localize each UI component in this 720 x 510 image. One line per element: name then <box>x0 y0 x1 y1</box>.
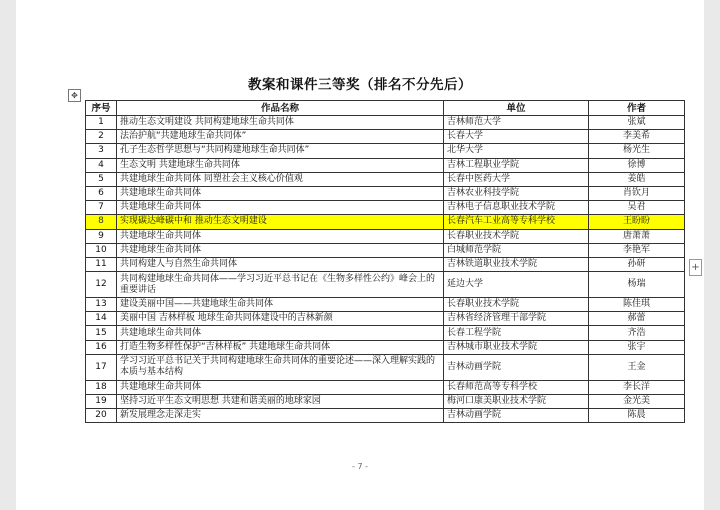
table-row <box>86 215 685 229</box>
table-row <box>86 116 685 130</box>
cell-author: 郝蕾 <box>589 312 685 326</box>
cell-author: 肖钦月 <box>589 186 685 200</box>
cell-unit: 吉林省经济管理干部学院 <box>444 312 589 326</box>
cell-work: 学习习近平总书记关于共同构建地球生命共同体的重要论述——深入理解实践的本质与基本结构 <box>117 354 444 380</box>
table-row <box>86 409 685 423</box>
cell-work: 新发展理念走深走实 <box>117 409 444 423</box>
cell-num: 20 <box>86 409 117 423</box>
cell-num: 9 <box>86 229 117 243</box>
cell-work: 共同构建地球生命共同体——学习习近平总书记在《生物多样性公约》峰会上的重要讲话 <box>117 272 444 298</box>
cell-work: 共建地球生命共同体 <box>117 229 444 243</box>
cell-unit: 长春大学 <box>444 130 589 144</box>
cell-author: 张宇 <box>589 340 685 354</box>
cell-author: 李长洋 <box>589 380 685 394</box>
cell-num: 8 <box>86 215 117 229</box>
table-row <box>86 186 685 200</box>
cell-unit: 吉林工程职业学院 <box>444 158 589 172</box>
table-move-handle-icon[interactable]: ✥ <box>68 89 81 102</box>
cell-num: 11 <box>86 257 117 271</box>
cell-unit: 长春工程学院 <box>444 326 589 340</box>
cell-work: 法治护航“共建地球生命共同体” <box>117 130 444 144</box>
cell-unit: 吉林动画学院 <box>444 354 589 380</box>
table-row <box>86 272 685 298</box>
header-unit: 单位 <box>444 101 589 116</box>
cell-num: 16 <box>86 340 117 354</box>
cell-work: 建设美丽中国——共建地球生命共同体 <box>117 298 444 312</box>
cell-unit: 吉林师范大学 <box>444 116 589 130</box>
cell-num: 17 <box>86 354 117 380</box>
cell-num: 15 <box>86 326 117 340</box>
cell-work: 实现碳达峰碳中和 推动生态文明建设 <box>117 215 444 229</box>
cell-author: 吴君 <box>589 201 685 215</box>
table-row <box>86 298 685 312</box>
cell-work: 坚持习近平生态文明思想 共建和谐美丽的地球家园 <box>117 395 444 409</box>
cell-work: 共建地球生命共同体 <box>117 326 444 340</box>
cell-author: 陈佳琪 <box>589 298 685 312</box>
cell-unit: 长春职业技术学院 <box>444 229 589 243</box>
add-row-plus-icon[interactable]: + <box>689 259 702 276</box>
cell-work: 推动生态文明建设 共同构建地球生命共同体 <box>117 116 444 130</box>
cell-work: 共建地球生命共同体 <box>117 186 444 200</box>
cell-author: 齐浩 <box>589 326 685 340</box>
table-row <box>86 172 685 186</box>
table-row <box>86 354 685 380</box>
table-row <box>86 130 685 144</box>
cell-num: 10 <box>86 243 117 257</box>
cell-unit: 梅河口康美职业技术学院 <box>444 395 589 409</box>
cell-author: 王盼盼 <box>589 215 685 229</box>
cell-num: 12 <box>86 272 117 298</box>
cell-unit: 长春中医药大学 <box>444 172 589 186</box>
cell-num: 14 <box>86 312 117 326</box>
table-row <box>86 201 685 215</box>
cell-author: 姜皓 <box>589 172 685 186</box>
cell-num: 19 <box>86 395 117 409</box>
table-row <box>86 257 685 271</box>
cell-author: 陈晨 <box>589 409 685 423</box>
cell-num: 7 <box>86 201 117 215</box>
cell-unit: 白城师范学院 <box>444 243 589 257</box>
cell-num: 3 <box>86 144 117 158</box>
header-num: 序号 <box>86 101 117 116</box>
cell-work: 共同构建人与自然生命共同体 <box>117 257 444 271</box>
cell-unit: 吉林城市职业技术学院 <box>444 340 589 354</box>
cell-author: 张斌 <box>589 116 685 130</box>
header-author: 作者 <box>589 101 685 116</box>
cell-num: 2 <box>86 130 117 144</box>
table-row <box>86 340 685 354</box>
cell-work: 共建地球生命共同体 <box>117 380 444 394</box>
cell-work: 打造生物多样性保护“吉林样板” 共建地球生命共同体 <box>117 340 444 354</box>
cell-author: 王金 <box>589 354 685 380</box>
cell-unit: 吉林铁道职业技术学院 <box>444 257 589 271</box>
cell-unit: 长春汽车工业高等专科学校 <box>444 215 589 229</box>
cell-num: 4 <box>86 158 117 172</box>
cell-unit: 延边大学 <box>444 272 589 298</box>
table-row <box>86 312 685 326</box>
table-row <box>86 395 685 409</box>
table-row <box>86 243 685 257</box>
cell-work: 孔子生态哲学思想与“共同构建地球生命共同体” <box>117 144 444 158</box>
page-number: - 7 - <box>352 462 368 471</box>
cell-author: 金光美 <box>589 395 685 409</box>
cell-num: 18 <box>86 380 117 394</box>
document-page <box>16 0 704 510</box>
cell-unit: 长春职业技术学院 <box>444 298 589 312</box>
awards-table <box>85 100 685 423</box>
cell-unit: 吉林农业科技学院 <box>444 186 589 200</box>
cell-author: 孙研 <box>589 257 685 271</box>
cell-author: 杨光生 <box>589 144 685 158</box>
table-row <box>86 326 685 340</box>
cell-num: 5 <box>86 172 117 186</box>
header-work: 作品名称 <box>117 101 444 116</box>
cell-author: 杨瑞 <box>589 272 685 298</box>
cell-author: 李艳军 <box>589 243 685 257</box>
cell-work: 生态文明 共建地球生命共同体 <box>117 158 444 172</box>
cell-unit: 吉林动画学院 <box>444 409 589 423</box>
cell-num: 1 <box>86 116 117 130</box>
cell-work: 美丽中国 吉林样板 地球生命共同体建设中的吉林新颜 <box>117 312 444 326</box>
cell-unit: 长春师范高等专科学校 <box>444 380 589 394</box>
table-row <box>86 144 685 158</box>
cell-unit: 吉林电子信息职业技术学院 <box>444 201 589 215</box>
cell-author: 徐博 <box>589 158 685 172</box>
table-row <box>86 380 685 394</box>
page-title: 教案和课件三等奖（排名不分先后） <box>248 77 472 93</box>
cell-work: 共建地球生命共同体 <box>117 243 444 257</box>
cell-num: 6 <box>86 186 117 200</box>
cell-num: 13 <box>86 298 117 312</box>
cell-unit: 北华大学 <box>444 144 589 158</box>
table-row <box>86 158 685 172</box>
table-header-row <box>86 101 685 116</box>
cell-work: 共建地球生命共同体 <box>117 201 444 215</box>
cell-work: 共建地球生命共同体 同塑社会主义核心价值观 <box>117 172 444 186</box>
cell-author: 李美希 <box>589 130 685 144</box>
cell-author: 唐萧萧 <box>589 229 685 243</box>
table-row <box>86 229 685 243</box>
